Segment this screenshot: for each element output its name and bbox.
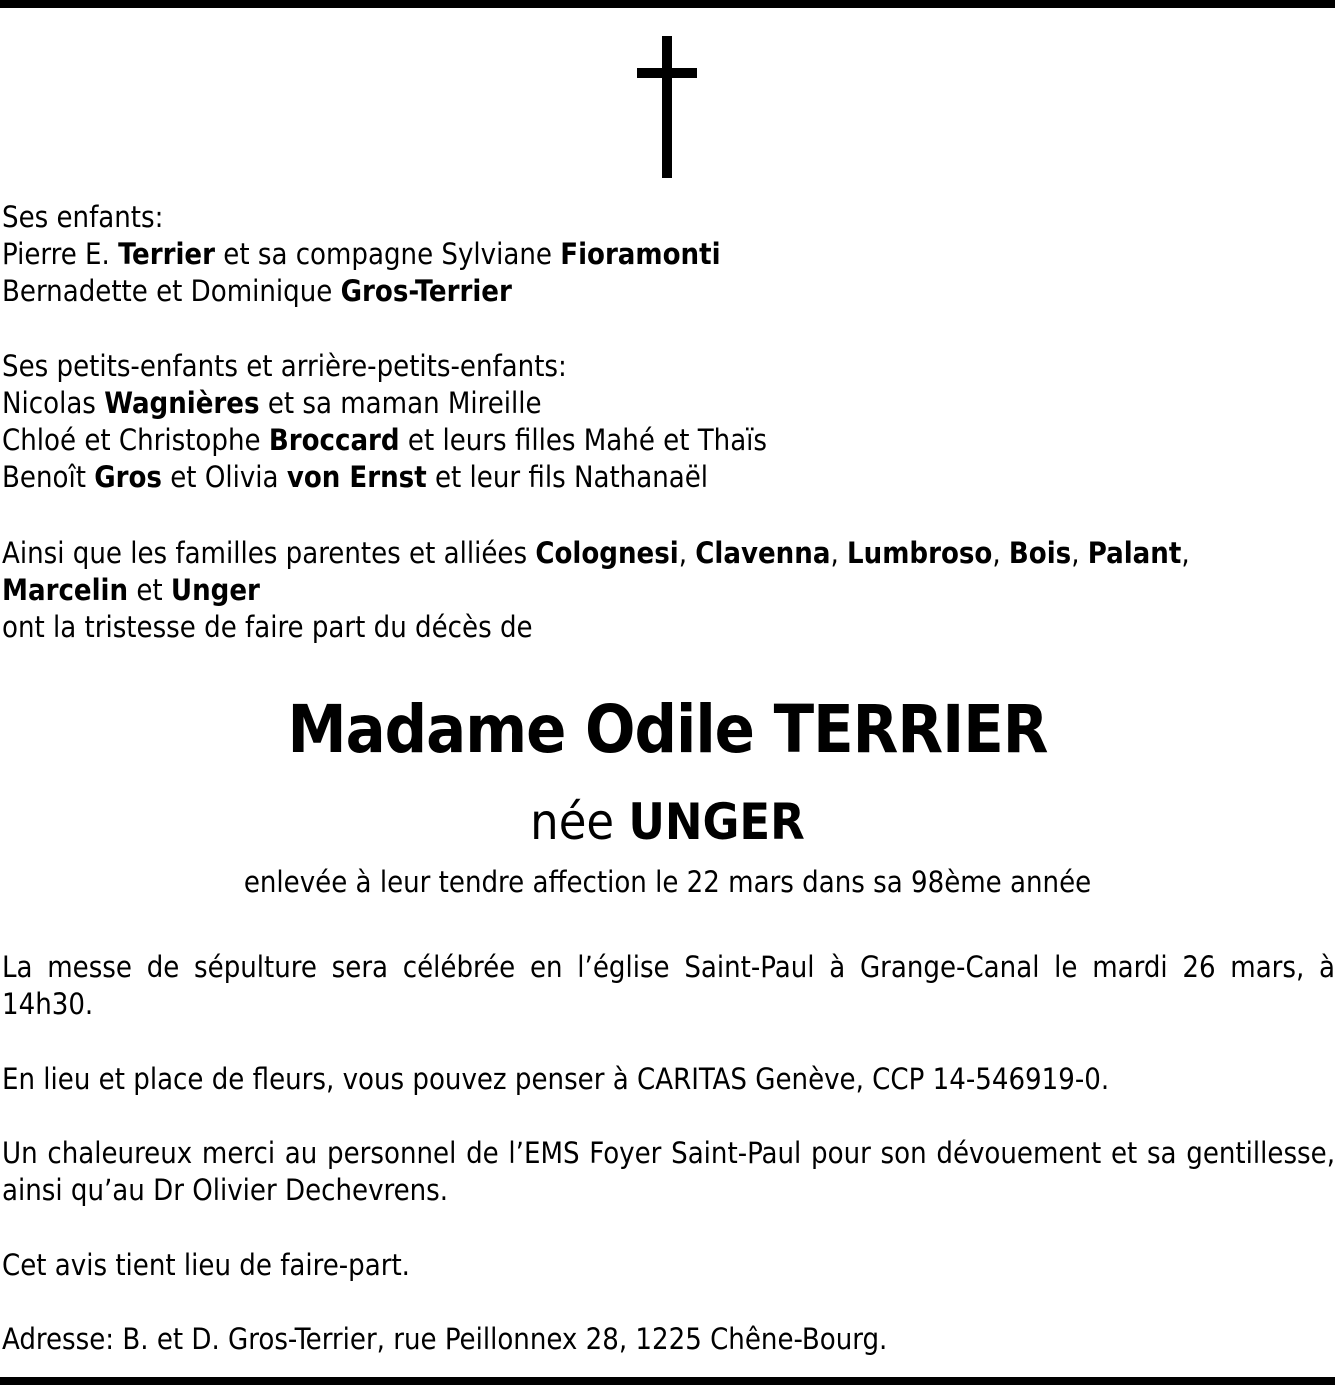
children-heading: Ses enfants: xyxy=(2,200,164,234)
grandchildren-line-1: Nicolas Wagnières et sa maman Mireille xyxy=(2,386,542,420)
children-line-1: Pierre E. Terrier et sa compagne Sylviane Fioramonti xyxy=(2,237,721,271)
maiden-name: née UNGER xyxy=(530,793,805,851)
families-line-1: Ainsi que les familles parentes et alliées Colognesi, Clavenna, Lumbroso, Bois, Palant, xyxy=(2,536,1190,570)
flowers-paragraph: En lieu et place de fleurs, vous pouvez penser à CARITAS Genève, CCP 14-546919-0. xyxy=(2,1062,1110,1096)
grandchildren-heading: Ses petits-enfants et arrière-petits-enfants: xyxy=(2,349,567,383)
top-rule xyxy=(0,0,1335,8)
families-section xyxy=(2,535,1335,646)
thanks-paragraph: Un chaleureux merci au personnel de l’EMS Foyer Saint-Paul pour son dévouement et sa gentillesse, ainsi qu’au Dr Olivier Dechevrens. xyxy=(2,1136,1335,1207)
deceased-name: Madame Odile TERRIER xyxy=(287,691,1048,768)
families-closing: ont la tristesse de faire part du décès de xyxy=(2,610,533,644)
children-section xyxy=(2,199,1335,310)
children-line-2: Bernadette et Dominique Gros-Terrier xyxy=(2,274,512,308)
grandchildren-section xyxy=(2,348,1335,496)
mass-paragraph: La messe de sépulture sera célébrée en l’église Saint-Paul à Grange-Canal le mardi 26 mars, à 14h30. xyxy=(2,950,1335,1021)
affection-line: enlevée à leur tendre affection le 22 mars dans sa 98ème année xyxy=(243,865,1092,899)
bottom-rule xyxy=(0,1377,1335,1385)
families-line-2: Marcelin et Unger xyxy=(2,573,260,607)
cross-icon xyxy=(637,36,697,178)
notice-paragraph: Cet avis tient lieu de faire-part. xyxy=(2,1248,410,1282)
address-paragraph: Adresse: B. et D. Gros-Terrier, rue Peillonnex 28, 1225 Chêne-Bourg. xyxy=(2,1322,888,1356)
grandchildren-line-2: Chloé et Christophe Broccard et leurs filles Mahé et Thaïs xyxy=(2,423,768,457)
grandchildren-line-3: Benoît Gros et Olivia von Ernst et leur fils Nathanaël xyxy=(2,460,709,494)
